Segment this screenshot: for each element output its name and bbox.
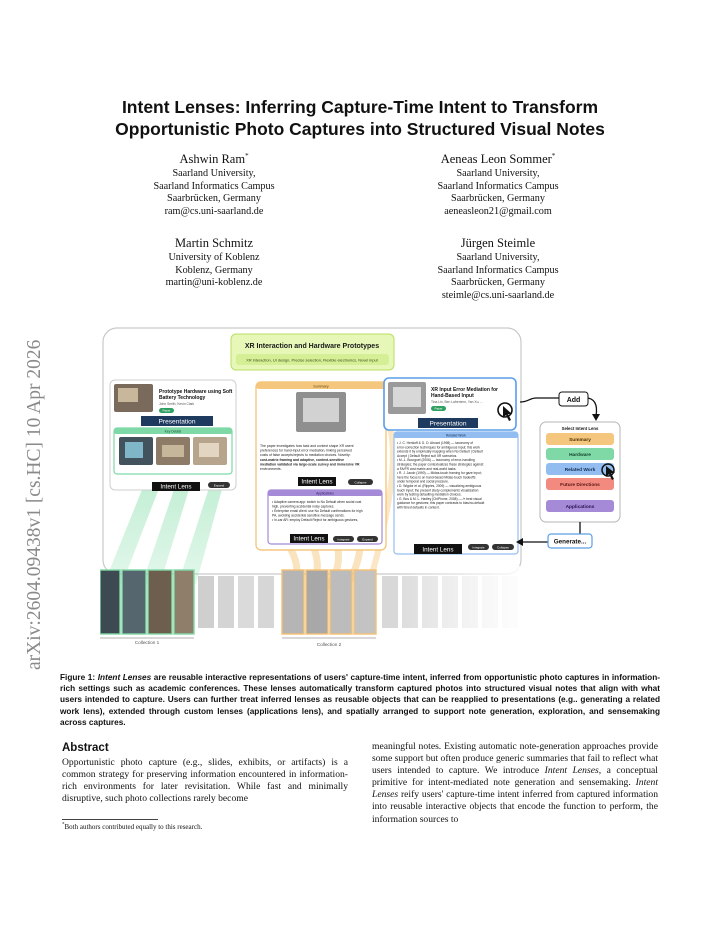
capture-photo[interactable] — [382, 576, 398, 628]
capture-photo[interactable] — [354, 570, 376, 634]
affiliation-line: Saarbrücken, Germany — [451, 193, 545, 205]
intent-lens-text: Intent Lens — [293, 535, 325, 543]
summary-line: The paper investigates how task and context shape XR users' — [260, 444, 355, 448]
applications-line: • Adaptive camera app: switch to No Default when social cost — [272, 500, 362, 504]
right-card-title: XR Input Error Mediation for — [431, 387, 498, 393]
integrate-button-label: Integrate — [337, 537, 350, 542]
photo-strip — [100, 566, 536, 638]
footnote-mark: * — [62, 822, 65, 828]
intent-lens-text: Intent Lens — [160, 483, 192, 491]
presentation-text: Presentation — [429, 420, 467, 428]
arxiv-id-text: arXiv:2604.09438v1 [cs.HC] 10 Apr 2026 — [24, 339, 45, 670]
applications-line: • Enterprise email client: use No Default confirmations for high — [272, 509, 363, 513]
paper-card-middle[interactable] — [256, 382, 386, 550]
integrate-button-label: Integrate — [472, 545, 485, 550]
abstract-left-column — [62, 741, 348, 805]
equal-contribution-mark: * — [245, 151, 249, 160]
applications-line: • In-car AR: employ Default Reject for ambiguous gestures, — [272, 518, 359, 522]
thumbnail-detail — [393, 387, 421, 407]
left-card-authors: John Smith, Kevin Clark — [159, 402, 195, 406]
author-email: steimle@cs.uni-saarland.de — [441, 289, 555, 301]
select-intent-lens-panel — [540, 422, 620, 522]
related-line: strategies; the paper contextualizes these strategies against — [397, 462, 484, 467]
caption-line: are reusable interactive representations of users' capture-time intent, inferred from opportunistic photo — [151, 673, 563, 682]
summary-line: preferences for hand-input error mediation, linking perceived — [260, 448, 352, 453]
lens-option-label: Summary — [569, 438, 591, 443]
add-button-label: Add — [566, 397, 581, 404]
capture-photo[interactable] — [282, 570, 304, 634]
photo-detail — [162, 445, 184, 457]
right-card-title: Hand-Based Input — [431, 393, 474, 399]
related-line: Accept | Default Reject suit XR scenarios. — [397, 453, 458, 458]
related-line: • D. Wigdor et al. (Ripples, 2009) — visualizing ambiguous — [397, 484, 482, 488]
capture-photo[interactable] — [238, 576, 254, 628]
footnote-text: Both authors contributed equally to this research. — [64, 823, 203, 831]
intent-lens-text: Intent Lens — [301, 478, 333, 486]
author-email: martin@uni-koblenz.de — [165, 277, 263, 289]
related-work-header: Related Work — [446, 433, 466, 438]
capture-photo[interactable] — [100, 570, 120, 634]
author-block-2 — [398, 152, 598, 218]
collapse-button-label: Collapse — [496, 545, 510, 550]
related-line: touch input; the present study complements visualization — [397, 488, 479, 493]
generate-button-label: Generate... — [553, 538, 587, 546]
affiliation-line: Saarland Informatics Campus — [437, 180, 559, 192]
abstract-text: , a conceptual primitive for intent-mediated note generation and sensemaking. — [372, 765, 658, 789]
lens-option-label: Future Directions — [560, 483, 600, 488]
related-line: • R. J. Jacob (1990) — Midas-touch framing for gaze input; — [397, 471, 482, 476]
capture-photo[interactable] — [122, 570, 146, 634]
affiliation-line: Saarland University, — [456, 168, 540, 179]
figure-caption — [60, 672, 660, 728]
paper-badge-label: Paper — [434, 406, 443, 411]
author-email: ram@cs.uni-saarland.de — [164, 205, 264, 217]
related-line: a FA/FR cost matrix and real-world tasks. — [397, 466, 457, 471]
related-line: • M.-L. Bourguet (2006) — taxonomy of error-handling — [397, 458, 475, 463]
arrow-head-icon — [592, 414, 600, 421]
equal-contribution-mark: * — [551, 151, 556, 160]
expand-button-label: Expand — [213, 483, 225, 488]
author-name: Martin Schmitz — [174, 236, 254, 250]
caption-line: and spatially arranged to support note generation, exploration, and sensemaking across captures. — [60, 706, 660, 727]
summary-line: environments. — [260, 467, 282, 471]
thumbnail-detail — [118, 388, 138, 402]
abstract-heading: Abstract — [62, 742, 109, 754]
related-line: with timed defaults in context. — [397, 505, 440, 510]
right-card-authors: Tina Lin, Ben Lafreniere, Yan Xu, ... — [431, 400, 483, 404]
left-card-title: Battery Technology — [159, 395, 206, 401]
lens-option-label: Applications — [565, 505, 595, 510]
summary-header: Summary — [313, 384, 329, 389]
author-block-3 — [114, 236, 314, 290]
capture-photo[interactable] — [306, 570, 328, 634]
author-name: Ashwin Ram — [179, 152, 246, 166]
abstract-emphasis: Intent Lenses — [372, 777, 658, 801]
abstract-text: reify users' capture-time intent inferred from captured information into reusable interactive objects that encode the function to perform, the information sources to — [372, 789, 658, 825]
affiliation-line: Saarbrücken, Germany — [167, 193, 261, 205]
author-block-1 — [114, 152, 314, 218]
author-name: Aeneas Leon Sommer — [440, 152, 552, 166]
related-work-text-block — [397, 441, 484, 510]
affiliation-line: Saarland University, — [456, 252, 540, 263]
paper-badge-label: Paper — [162, 408, 171, 413]
title-line-2: Opportunistic Photo Captures into Structured Visual Notes — [115, 119, 605, 139]
summary-line: costs of false accepts/rejects to mediation choices. Novelty: — [260, 453, 351, 458]
presentation-text: Presentation — [158, 418, 196, 426]
paper-card-left[interactable] — [110, 380, 236, 491]
collection-1-label: Collection 1 — [134, 640, 160, 645]
summary-line: cost-matrix framing and adaptive, context-sensitive — [260, 457, 345, 462]
lens-option-label: Hardware — [569, 453, 591, 458]
related-line: • J. C. Henkoff & G. D. Abowd (1998) — taxonomy of — [397, 441, 474, 445]
intent-lens-text: Intent Lens — [422, 546, 454, 554]
footnote — [62, 823, 348, 832]
capture-photo[interactable] — [174, 570, 194, 634]
caption-lens-name: Intent Lenses — [97, 673, 152, 682]
related-line: • G. Bos & M. L. Hadley (ChiPhone, 2008) — /» best visual — [397, 496, 482, 501]
footnote-rule — [62, 819, 158, 820]
abstract-text: meaningful notes. Existing automatic note-generation approaches provide some support but often produce generic summaries that fail to reflect what users intended to capture. We introduce — [372, 741, 658, 777]
applications-text-block — [272, 500, 363, 522]
affiliation-line: Saarbrücken, Germany — [451, 277, 545, 289]
affiliation-line: Saarland University, — [172, 168, 256, 179]
affiliation-line: Saarland Informatics Campus — [153, 180, 275, 192]
applications-line: high, preventing accidental noisy captures. — [272, 504, 335, 509]
topic-title: XR Interaction and Hardware Prototypes — [244, 343, 380, 350]
photo-detail — [199, 443, 219, 457]
title-line-1: Intent Lenses: Inferring Capture-Time Intent to Transform — [121, 97, 599, 117]
capture-photo[interactable] — [218, 576, 234, 628]
applications-header: Applications — [316, 491, 334, 496]
abstract-paragraph: Opportunistic photo capture (e.g., slides, exhibits, or artifacts) is a common strategy for preserving information encountered in information-rich environments for later revisitation. While fast and minimally disruptive, such photo collections rarely become — [62, 757, 348, 805]
lens-option-label: Related Work — [564, 468, 596, 473]
expand-button-label: Expand — [362, 537, 373, 542]
related-line: under temporal and social pressure. — [397, 479, 449, 484]
caption-label: Figure 1: — [60, 673, 96, 682]
related-line: here the focus is on hand-based Midas-touch tradeoffs — [397, 475, 476, 480]
left-card-title: Prototype Hardware using Soft — [159, 389, 233, 395]
strip-fade — [396, 566, 536, 638]
author-email: aeneasleon21@gmail.com — [444, 205, 552, 217]
related-line: work by testing defaulting mediation choices. — [397, 492, 462, 497]
caption-line: structured visual notes that align with what users intended to capture. Users can further treat inferred lenses as reusable objects — [60, 684, 661, 705]
capture-photo[interactable] — [148, 570, 172, 634]
author-name: Jürgen Steimle — [460, 236, 536, 250]
collapse-button-label: Collapse — [354, 480, 367, 485]
collection-2-label: Collection 2 — [316, 642, 342, 647]
teaser-figure — [100, 326, 622, 656]
select-panel-title: Select Intent Lens — [561, 426, 599, 431]
photo-detail — [125, 442, 143, 458]
applications-line: PA, avoiding accidental sensitive message sends. — [272, 513, 345, 518]
key-details-label: Key Details — [164, 429, 182, 434]
caption-line: that can be reapplied to presentations (e.g.. generating a related work lens), extended through custom lenses (applications lens), — [60, 695, 660, 716]
caption-line: captures in information-rich settings such as academic conferences. These lenses automatically transform captured photos into — [60, 673, 661, 694]
capture-photo[interactable] — [330, 570, 352, 634]
capture-photo[interactable] — [258, 576, 274, 628]
affiliation-line: Koblenz, Germany — [175, 264, 253, 276]
photo-detail — [303, 398, 339, 422]
paper-card-right[interactable] — [384, 378, 518, 554]
related-line: extends it by empirically mapping when No Default | Default — [397, 449, 483, 454]
abstract-paragraph-continued — [372, 741, 658, 826]
arxiv-identifier — [4, 256, 52, 676]
topic-tags: XR interaction, UI design, Precise selection, Flexible electronics, Novel input — [246, 357, 378, 363]
capture-photo[interactable] — [198, 576, 214, 628]
summary-line: mediation validated via large-scale survey and immersive VR — [260, 462, 360, 467]
affiliation-line: Saarland Informatics Campus — [437, 264, 559, 276]
related-line: error-correction techniques for ambiguous input; this work — [397, 445, 480, 450]
abstract-emphasis: Intent Lenses — [544, 765, 599, 777]
related-line: guidance for gestures; this paper contrasts to bias/no-default — [397, 501, 485, 506]
paper-title — [60, 96, 660, 140]
abstract-right-column — [372, 741, 658, 826]
author-block-4 — [398, 236, 598, 302]
affiliation-line: University of Koblenz — [168, 252, 260, 263]
